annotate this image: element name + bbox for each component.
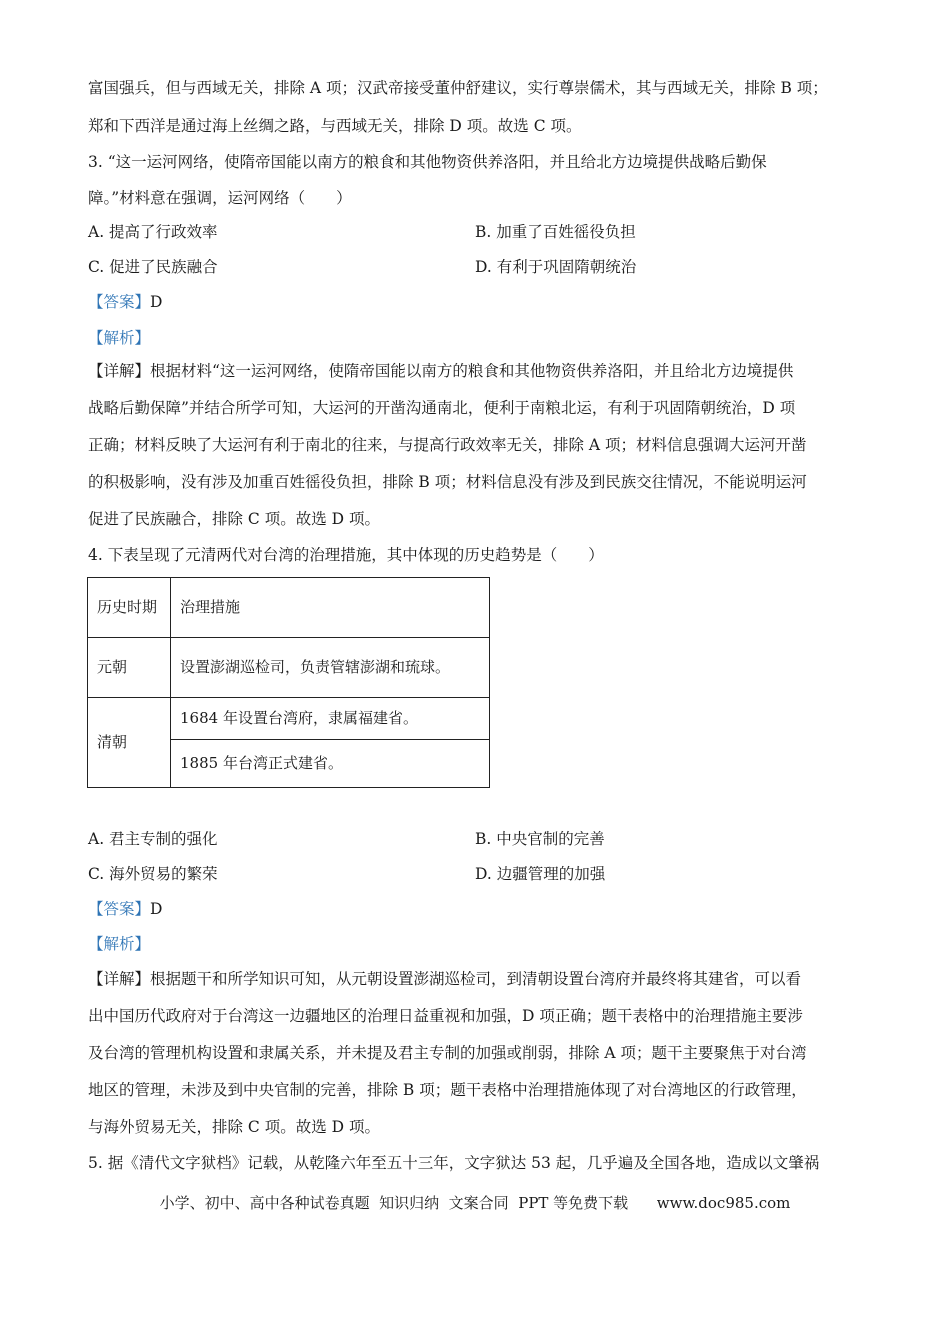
table-cell-period: 清朝 (88, 698, 171, 788)
table-cell-period: 元朝 (88, 638, 171, 698)
question-3-stem: 3. “这一运河网络，使隋帝国能以南方的粮食和其他物资供养洛阳，并且给北方边境提供战略后勤保 (88, 153, 767, 171)
answer-label: 【答案】 (88, 900, 151, 918)
q3-option-b: B. 加重了百姓徭役负担 (475, 223, 636, 241)
q3-option-a: A. 提高了行政效率 (88, 223, 218, 241)
footer-text: 小学、初中、高中各种试卷真题 知识归纳 文案合同 PPT 等免费下载 (159, 1194, 629, 1212)
footer-site-link[interactable]: www.doc985.com (656, 1194, 791, 1212)
table-cell-measure: 1684 年设置台湾府，隶属福建省。 (171, 698, 490, 740)
page-footer (0, 1192, 950, 1213)
q4-option-a: A. 君主专制的强化 (88, 830, 218, 848)
answer-value: D (150, 900, 163, 918)
q3-option-d: D. 有利于巩固隋朝统治 (475, 258, 637, 276)
paragraph-line: 富国强兵，但与西域无关，排除 A 项；汉武帝接受董仲舒建议，实行尊崇儒术，其与西域无关，排除 B 项； (88, 79, 828, 97)
table-row (88, 638, 490, 698)
q3-detail-line: 战略后勤保障”并结合所学可知，大运河的开凿沟通南北，便利于南粮北运，有利于巩固隋朝统治，D 项 (88, 399, 796, 417)
paragraph-line: 郑和下西洋是通过海上丝绸之路，与西域无关，排除 D 项。故选 C 项。 (88, 117, 582, 135)
q3-detail-line: 的积极影响，没有涉及加重百姓徭役负担，排除 B 项；材料信息没有涉及到民族交往情况，不能说明运河 (88, 473, 807, 491)
q4-detail-line: 及台湾的管理机构设置和隶属关系，并未提及君主专制的加强或削弱，排除 A 项；题干主要聚焦于对台湾 (88, 1044, 807, 1062)
q3-detail-line: 【详解】根据材料“这一运河网络，使隋帝国能以南方的粮食和其他物资供养洛阳，并且给北方边境提供 (88, 362, 794, 380)
table-header-period: 历史时期 (88, 578, 171, 638)
question-3-stem: 障。”材料意在强调，运河网络（ ） (88, 189, 352, 207)
q3-option-c: C. 促进了民族融合 (88, 258, 218, 276)
table-cell-measure: 1885 年台湾正式建省。 (171, 740, 490, 788)
q4-option-b: B. 中央官制的完善 (475, 830, 605, 848)
q3-detail-line: 正确；材料反映了大运河有利于南北的往来，与提高行政效率无关，排除 A 项；材料信息强调大运河开凿 (88, 436, 807, 454)
q4-answer (88, 899, 162, 919)
table-cell-measure: 设置澎湖巡检司，负责管辖澎湖和琉球。 (171, 638, 490, 698)
answer-label: 【答案】 (88, 293, 151, 311)
q4-detail-line: 地区的管理，未涉及到中央官制的完善，排除 B 项；题干表格中治理措施体现了对台湾地区的行政管理， (88, 1081, 807, 1099)
q4-option-c: C. 海外贸易的繁荣 (88, 865, 218, 883)
question-4-stem: 4. 下表呈现了元清两代对台湾的治理措施，其中体现的历史趋势是（ ） (88, 546, 604, 564)
governance-table (87, 577, 490, 788)
q3-analysis-label: 【解析】 (88, 329, 151, 347)
answer-value: D (150, 293, 163, 311)
q3-detail-line: 促进了民族融合，排除 C 项。故选 D 项。 (88, 510, 380, 528)
q4-detail-line: 出中国历代政府对于台湾这一边疆地区的治理日益重视和加强，D 项正确；题干表格中的治理措施主要涉 (88, 1007, 803, 1025)
table-header-measure: 治理措施 (171, 578, 490, 638)
q4-analysis-label: 【解析】 (88, 935, 151, 953)
table-row (88, 698, 490, 740)
question-5-stem: 5. 据《清代文字狱档》记载，从乾隆六年至五十三年，文字狱达 53 起，几乎遍及全国各地，造成以文肇祸 (88, 1154, 820, 1172)
q4-option-d: D. 边疆管理的加强 (475, 865, 606, 883)
table-row (88, 578, 490, 638)
q3-answer (88, 292, 162, 312)
q4-detail-line: 与海外贸易无关，排除 C 项。故选 D 项。 (88, 1118, 380, 1136)
q4-detail-line: 【详解】根据题干和所学知识可知，从元朝设置澎湖巡检司，到清朝设置台湾府并最终将其建省，可以看 (88, 970, 802, 988)
